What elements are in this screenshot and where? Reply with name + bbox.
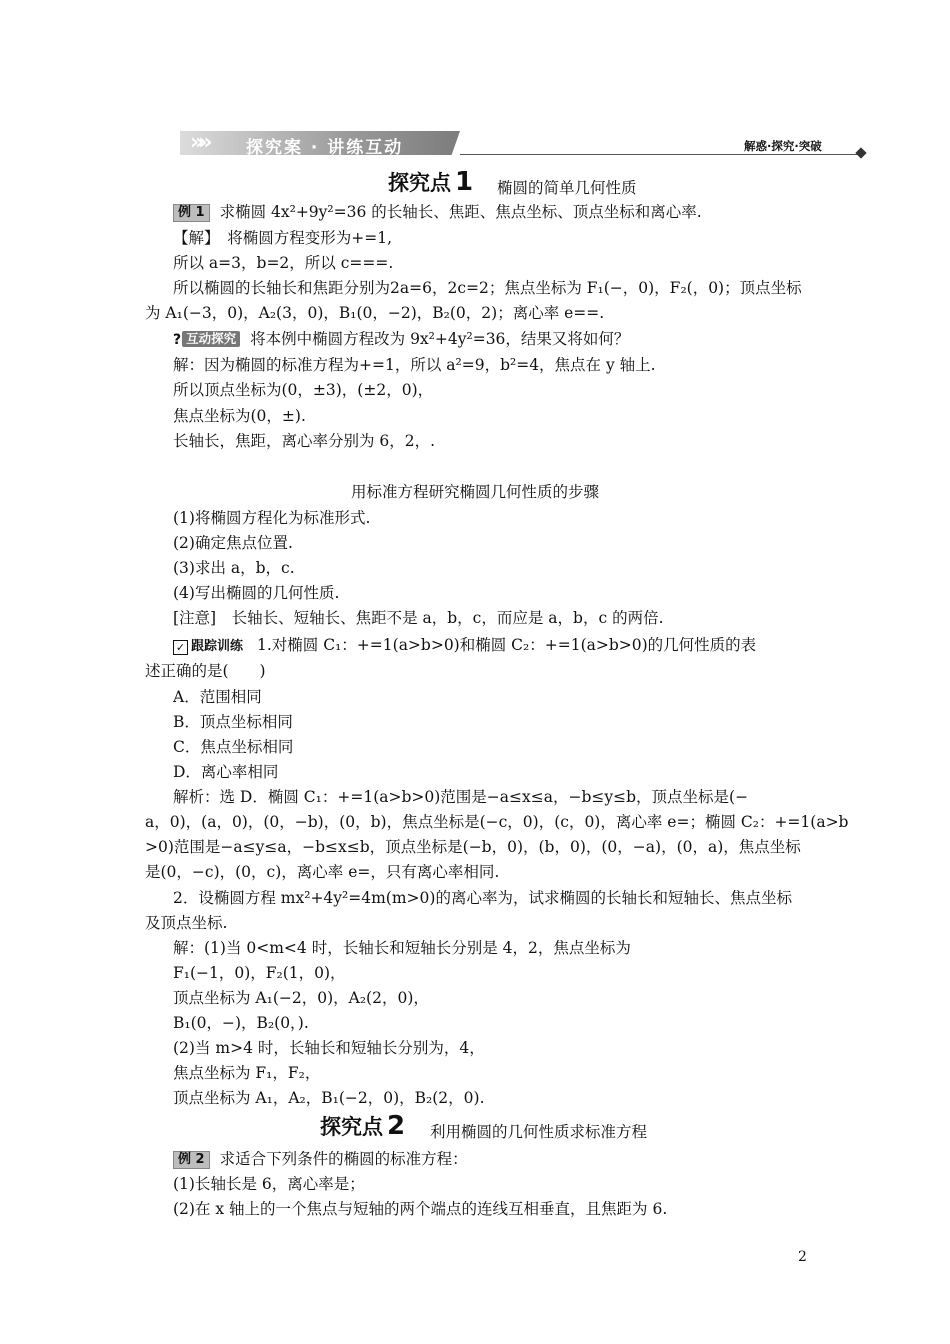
diamond-icon [855,147,866,158]
solution-label: 【解】 [173,229,212,247]
example-1-question: 求椭圆 4x²+9y²=36 的长轴长、焦距、焦点坐标、顶点坐标和离心率. [219,203,702,221]
header-title: 探究案 · 讲练互动 [246,138,404,158]
example-2-item-1: (1)长轴长是 6，离心率是； [173,1175,365,1193]
method-note: [注意] 长轴长、短轴长、焦距不是 a，b，c，而应是 a，b，c 的两倍. [173,609,664,627]
solution-line-3: 所以椭圆的长轴长和焦距分别为2a=6，2c=2；焦点坐标为 F₁(−，0)，F₂(，0)；顶点坐标 [173,279,802,297]
tracking-label: 跟踪训练 [191,639,244,654]
section-1-number: 1 [455,167,474,197]
interactive-question-line [173,329,629,350]
q2-solution-line-5: (2)当 m>4 时，长轴长和短轴长分别为，4， [173,1039,485,1057]
method-step-2: (2)确定焦点位置. [173,534,293,552]
method-title: 用标准方程研究椭圆几何性质的步骤 [350,483,599,501]
question-mark-icon: ? [173,332,182,348]
q2-solution-line-6: 焦点坐标为 F₁，F₂， [173,1064,321,1082]
header-right-text: 解惑·探究·突破 [744,139,822,153]
example-2-badge: 例 2 [173,1151,210,1169]
q2-solution-line-3: 顶点坐标为 A₁(−2，0)，A₂(2，0)， [173,989,429,1007]
page-number: 2 [798,1249,807,1265]
header-rule [460,154,860,155]
interactive-line-1: 解：因为椭圆的标准方程为+=1，所以 a²=9，b²=4，焦点在 y 轴上. [173,356,656,374]
option-a: A．范围相同 [173,688,262,706]
interactive-line-3: 焦点坐标为(0，±). [173,407,306,425]
method-step-3: (3)求出 a，b，c. [173,559,295,577]
option-b: B．顶点坐标相同 [173,713,293,731]
section-2-subtitle: 利用椭圆的几何性质求标准方程 [430,1123,648,1141]
option-c: C．焦点坐标相同 [173,738,294,756]
example-2-question: 求适合下列条件的椭圆的标准方程： [219,1150,468,1168]
example-2-item-2: (2)在 x 轴上的一个焦点与短轴的两个端点的连线互相垂直，且焦距为 6. [173,1200,668,1218]
interactive-badge: 互动探究 [182,331,240,347]
section-1-subtitle: 椭圆的简单几何性质 [497,179,637,197]
analysis-line-3: >0)范围是−a≤y≤a，−b≤x≤b，顶点坐标是(−b，0)，(b，0)，(0，−a)，(0，a)，焦点坐标 [145,838,801,856]
tracking-question-1-line [173,635,756,657]
example-1-badge: 例 1 [173,204,210,222]
section-2-label: 探究点 [320,1115,383,1139]
check-icon: ✓ [173,640,188,655]
q2-solution-line-4: B₁(0，−)，B₂(0，). [173,1014,309,1032]
analysis-line-4: 是(0，−c)，(0，c)，离心率 e=，只有离心率相同. [145,863,500,881]
interactive-line-2: 所以顶点坐标为(0，±3)，(±2，0)， [173,381,434,399]
tracking-q1-line-1: 1.对椭圆 C₁：+=1(a>b>0)和椭圆 C₂：+=1(a>b>0)的几何性质的表 [257,636,757,654]
q2-solution-line-2: F₁(−1，0)，F₂(1，0)， [173,964,346,982]
q2-solution-line-1: 解：(1)当 0<m<4 时，长轴长和短轴长分别是 4，2，焦点坐标为 [173,939,631,957]
analysis-line-1: 解析：选 D．椭圆 C₁：+=1(a>b>0)范围是−a≤x≤a，−b≤y≤b，顶点坐标是(− [173,788,749,806]
interactive-question: 将本例中椭圆方程改为 9x²+4y²=36，结果又将如何？ [250,330,630,348]
tracking-q2-line-1: 2．设椭圆方程 mx²+4y²=4m(m>0)的离心率为，试求椭圆的长轴长和短轴长、焦点坐标 [173,889,792,907]
method-step-1: (1)将椭圆方程化为标准形式. [173,509,371,527]
q2-solution-line-7: 顶点坐标为 A₁，A₂，B₁(−2，0)，B₂(2，0). [173,1089,485,1107]
section-2-title [320,1111,405,1141]
option-d: D．离心率相同 [173,763,279,781]
solution-line-4: 为 A₁(−3，0)，A₂(3，0)，B₁(0，−2)，B₂(0，2)；离心率 e==. [145,304,605,322]
method-step-4: (4)写出椭圆的几何性质. [173,584,340,602]
section-1-title [388,167,473,197]
example-1-solution-line [173,228,392,248]
tracking-q1-line-2: 述正确的是( ) [145,662,266,680]
solution-line-2: 所以 a=3，b=2，所以 c===. [173,254,394,272]
solution-line-1: 将椭圆方程变形为+=1, [227,229,393,247]
example-1-question-line [173,202,702,222]
section-1-label: 探究点 [388,171,451,195]
chevron-icon: »» [190,130,207,155]
section-2-number: 2 [387,1111,406,1141]
interactive-line-4: 长轴长，焦距，离心率分别为 6，2，. [173,432,436,450]
tracking-q2-line-2: 及顶点坐标. [145,914,228,932]
example-2-question-line [173,1149,468,1169]
analysis-line-2: a，0)，(a，0)，(0，−b)，(0，b)，焦点坐标是(−c，0)，(c，0)，离心率 e=；椭圆 C₂：+=1(a>b [145,813,849,831]
